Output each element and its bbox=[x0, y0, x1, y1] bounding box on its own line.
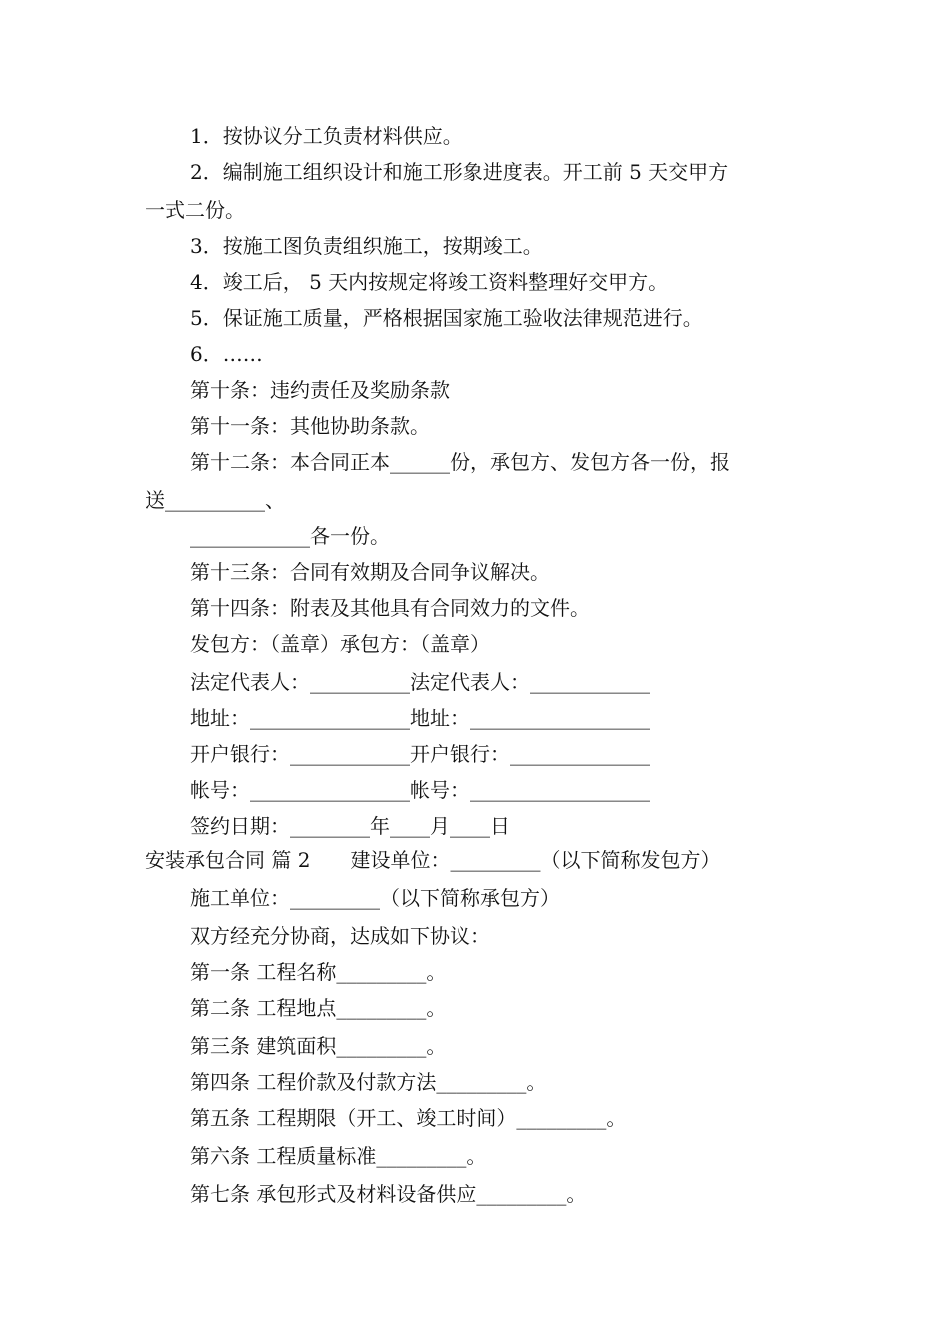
article-6-quality-standard: 第六条 工程质量标准_________。 bbox=[190, 1144, 487, 1168]
article-4-price-payment: 第四条 工程价款及付款方法_________。 bbox=[190, 1070, 547, 1094]
agreement-intro: 双方经充分协商，达成如下协议： bbox=[190, 924, 490, 948]
clause-item-1: 1．按协议分工负责材料供应。 bbox=[190, 124, 463, 148]
bank-line: 开户银行：____________开户银行：______________ bbox=[190, 742, 650, 766]
article-7-contract-form: 第七条 承包形式及材料设备供应_________。 bbox=[190, 1182, 587, 1206]
party-seal-line: 发包方：（盖章）承包方：（盖章） bbox=[190, 632, 490, 656]
article-3-building-area: 第三条 建筑面积_________。 bbox=[190, 1034, 447, 1058]
article-11: 第十一条：其他协助条款。 bbox=[190, 414, 430, 438]
signing-date-line: 签约日期：________年____月____日 bbox=[190, 814, 510, 838]
account-line: 帐号：________________帐号：__________________ bbox=[190, 778, 650, 802]
contract-2-heading: 安装承包合同 篇 2 建设单位：_________（以下简称发包方） bbox=[145, 848, 721, 872]
article-1-project-name: 第一条 工程名称_________。 bbox=[190, 960, 447, 984]
clause-item-2: 2．编制施工组织设计和施工形象进度表。开工前 5 天交甲方 bbox=[190, 160, 729, 184]
clause-item-5: 5．保证施工质量，严格根据国家施工验收法律规范进行。 bbox=[190, 306, 703, 330]
article-12-continuation-2: ____________各一份。 bbox=[190, 524, 390, 548]
clause-item-4: 4．竣工后， 5 天内按规定将竣工资料整理好交甲方。 bbox=[190, 270, 669, 294]
clause-item-2-continuation: 一式二份。 bbox=[145, 198, 245, 222]
article-12: 第十二条：本合同正本______份，承包方、发包方各一份，报 bbox=[190, 450, 730, 474]
clause-item-3: 3．按施工图负责组织施工，按期竣工。 bbox=[190, 234, 543, 258]
legal-representative-line: 法定代表人：__________法定代表人：____________ bbox=[190, 670, 650, 694]
article-14: 第十四条：附表及其他具有合同效力的文件。 bbox=[190, 596, 590, 620]
article-10: 第十条：违约责任及奖励条款 bbox=[190, 378, 450, 402]
clause-item-6: 6．…… bbox=[190, 342, 263, 366]
article-12-continuation: 送__________、 bbox=[145, 488, 285, 512]
article-5-project-period: 第五条 工程期限（开工、竣工时间）_________。 bbox=[190, 1106, 627, 1130]
address-line: 地址：________________地址：__________________ bbox=[190, 706, 650, 730]
article-2-project-location: 第二条 工程地点_________。 bbox=[190, 996, 447, 1020]
article-13: 第十三条：合同有效期及合同争议解决。 bbox=[190, 560, 550, 584]
construction-unit-line: 施工单位：_________（以下简称承包方） bbox=[190, 886, 560, 910]
